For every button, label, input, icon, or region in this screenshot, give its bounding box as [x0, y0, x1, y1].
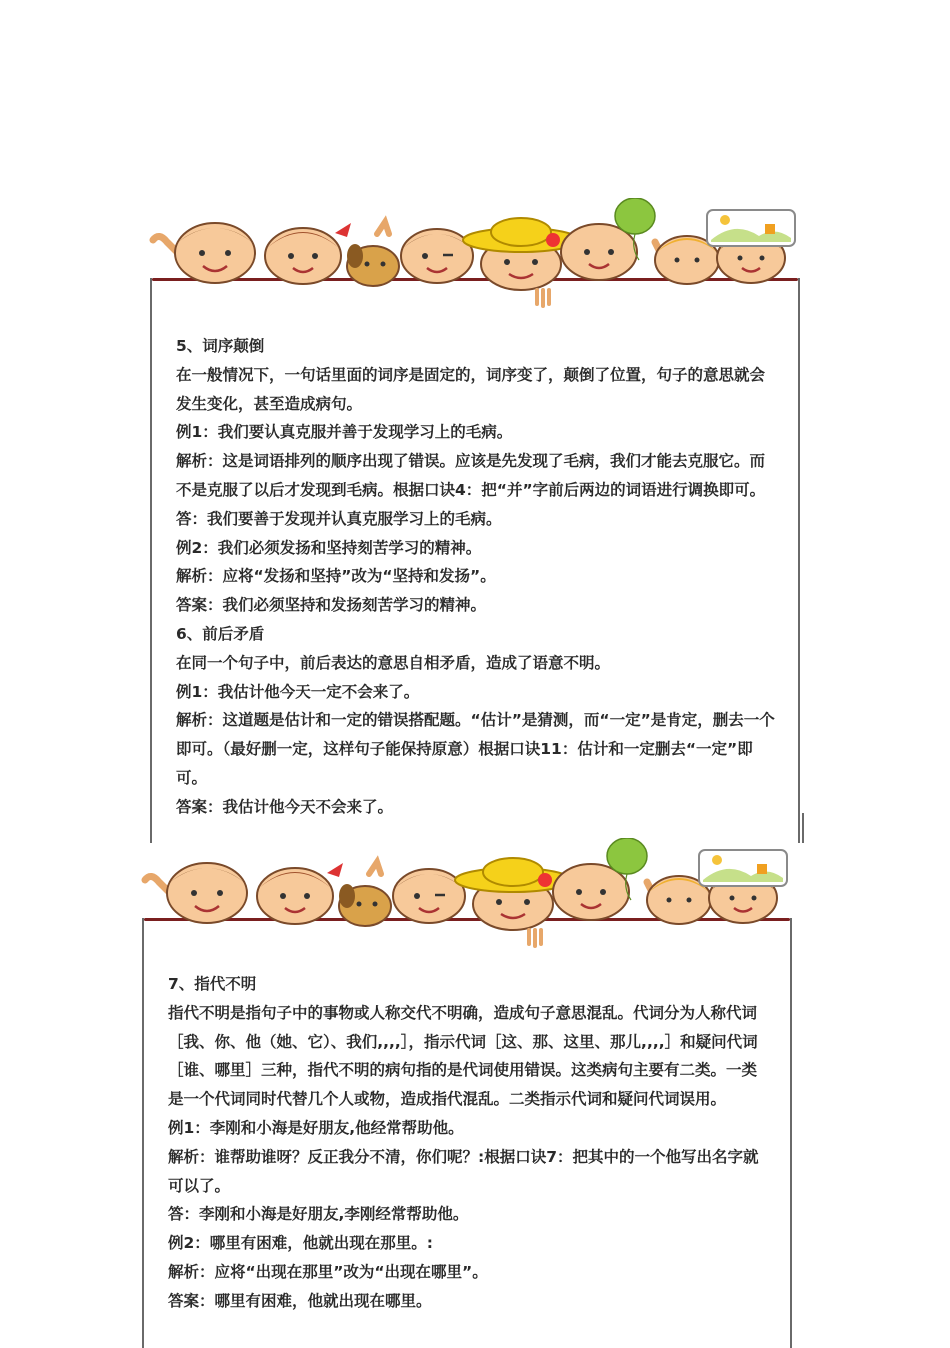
analysis: 解析：应将“出现在那里”改为“出现在哪里”。 — [168, 1262, 488, 1281]
answer: 答案：哪里有困难，他就出现在哪里。 — [168, 1291, 432, 1310]
example: 例1：我们要认真克服并善于发现学习上的毛病。 — [176, 423, 513, 442]
analysis: 解析：这是词语排列的顺序出现了错误。应该是先发现了毛病，我们才能去克服它。而不是克服了以后才发现到毛病。根据口诀4：把“并”字前后两边的词语进行调换即可。 — [176, 452, 766, 499]
kids-banner-illustration — [145, 198, 805, 308]
content-card-2 — [142, 918, 792, 1348]
answer: 答案：我们必须坚持和发扬刻苦学习的精神。 — [176, 596, 487, 615]
content-card-1 — [150, 278, 800, 843]
answer: 答案：我估计他今天不会来了。 — [176, 797, 394, 816]
analysis: 解析：这道题是估计和一定的错误搭配题。“估计”是猜测，而“一定”是肯定，删去一个即可。（最好删一定，这样句子能保持原意）根据口诀11：估计和一定删去“一定”即可。 — [176, 711, 775, 787]
kids-group — [153, 198, 795, 306]
paragraph: 指代不明是指句子中的事物或人称交代不明确，造成句子意思混乱。代词分为人称代词［我、你、他（她、它）、我们,,,,］，指示代词［这、那、这里、那儿,,,,］和疑问代词［谁、哪里］三种，指代不明的病句指的是代词使用错误。这类病句主要有二类。一类是一个代词同时代替几个人或物，造成指代混乱。二类指示代词和疑问代词误用。 — [168, 1003, 758, 1109]
kids-group — [145, 838, 787, 946]
analysis: 解析：谁帮助谁呀？反正我分不清，你们呢？:根据口诀7：把其中的一个他写出名字就可以了。 — [168, 1147, 759, 1195]
section-7-text — [168, 970, 772, 1316]
example: 例2：哪里有困难，他就出现在那里。: — [168, 1234, 433, 1253]
heading-unclear-reference: 7、指代不明 — [168, 975, 257, 993]
analysis: 解析：应将“发扬和坚持”改为“坚持和发扬”。 — [176, 567, 496, 586]
example: 例2：我们必须发扬和坚持刻苦学习的精神。 — [176, 538, 482, 557]
example: 例1：李刚和小海是好朋友,他经常帮助他。 — [168, 1118, 464, 1137]
example: 例1：我估计他今天一定不会来了。 — [176, 682, 420, 701]
paragraph: 在同一个句子中，前后表达的意思自相矛盾，造成了语意不明。 — [176, 653, 611, 672]
heading-contradiction: 6、前后矛盾 — [176, 624, 265, 643]
section-5-6-text — [176, 332, 780, 822]
paragraph: 在一般情况下，一句话里面的词序是固定的，词序变了，颠倒了位置，句子的意思就会发生变化，甚至造成病句。 — [176, 365, 766, 413]
answer: 答：我们要善于发现并认真克服学习上的毛病。 — [176, 509, 502, 528]
heading-word-order: 5、词序颠倒 — [176, 337, 265, 355]
kids-banner-illustration — [137, 838, 797, 948]
answer: 答：李刚和小海是好朋友,李刚经常帮助他。 — [168, 1205, 469, 1224]
